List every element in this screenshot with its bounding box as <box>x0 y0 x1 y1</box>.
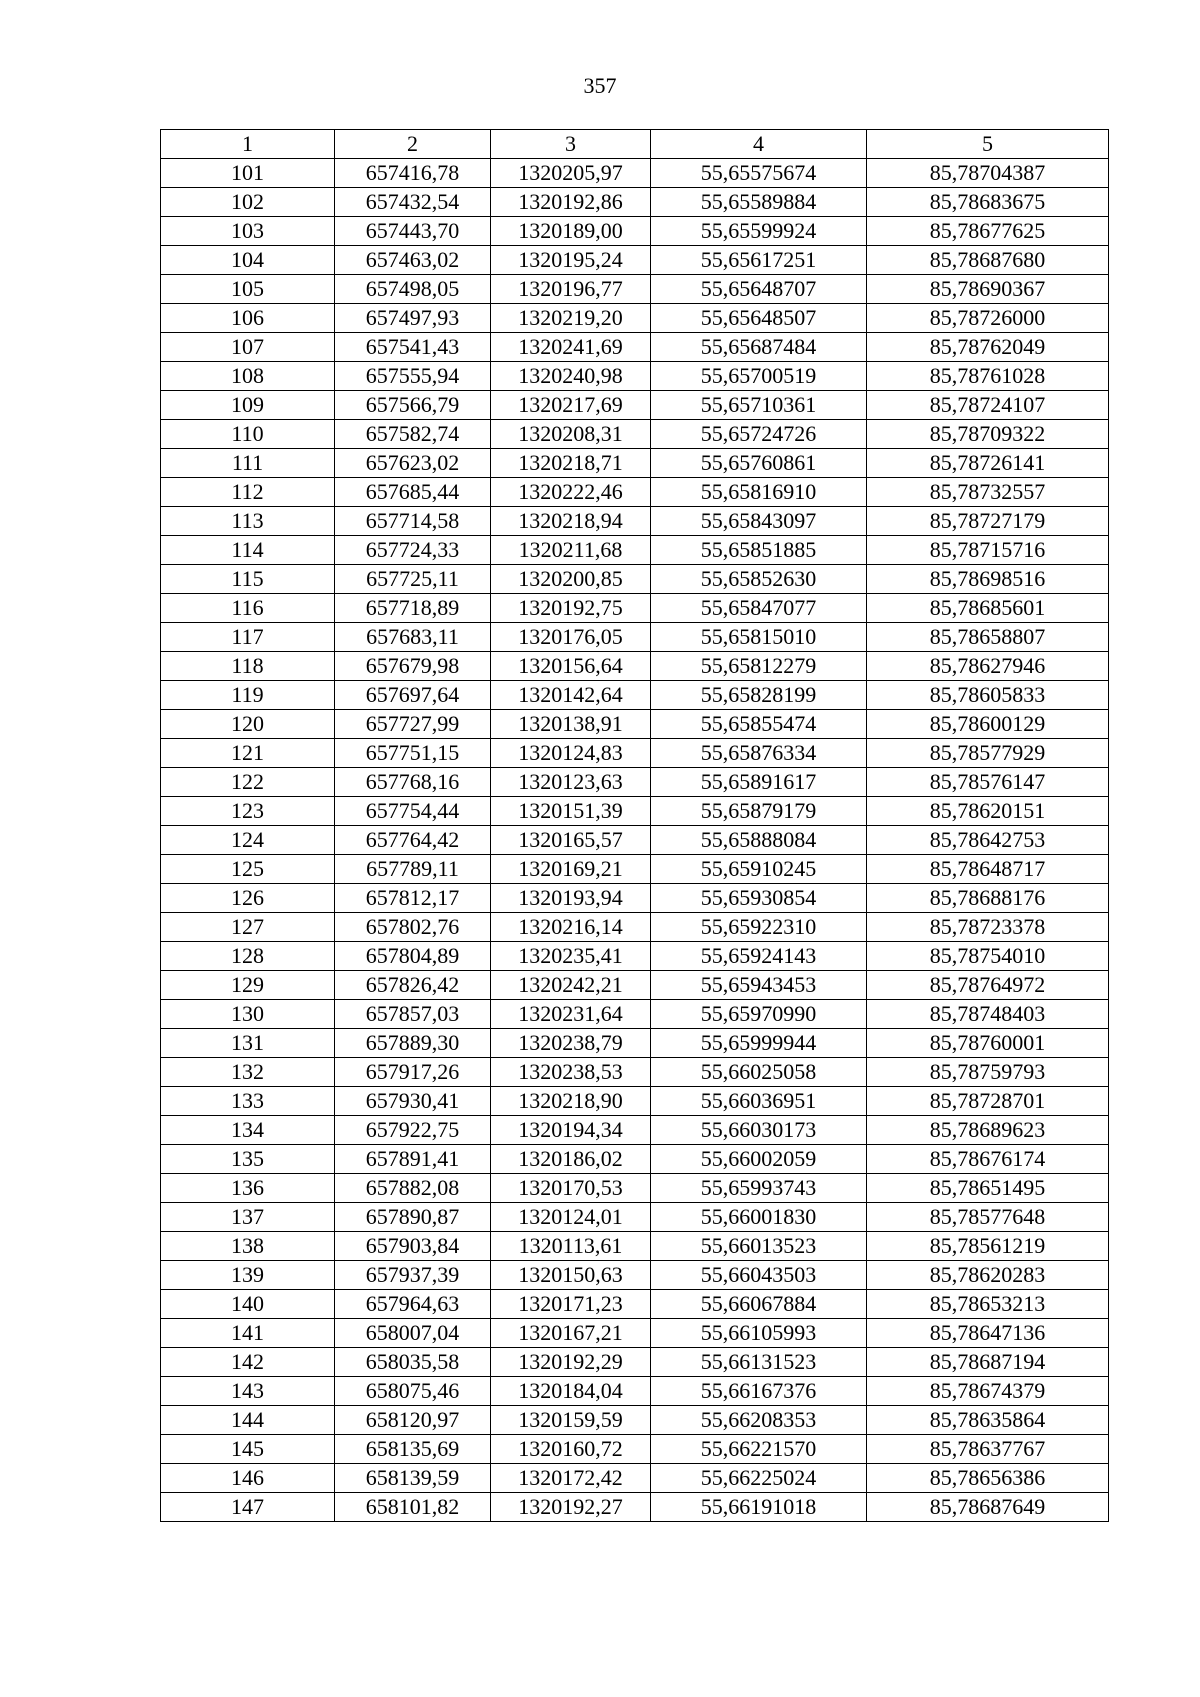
longitude-cell: 85,78726000 <box>867 304 1109 333</box>
latitude-cell: 55,65876334 <box>651 739 867 768</box>
table-row <box>161 681 1109 710</box>
y-coordinate-cell: 1320165,57 <box>491 826 651 855</box>
latitude-cell: 55,65891617 <box>651 768 867 797</box>
latitude-cell: 55,66002059 <box>651 1145 867 1174</box>
x-coordinate-cell: 657964,63 <box>335 1290 491 1319</box>
point-number-cell: 131 <box>161 1029 335 1058</box>
table-row <box>161 1000 1109 1029</box>
y-coordinate-cell: 1320200,85 <box>491 565 651 594</box>
latitude-cell: 55,65710361 <box>651 391 867 420</box>
y-coordinate-cell: 1320171,23 <box>491 1290 651 1319</box>
point-number-cell: 118 <box>161 652 335 681</box>
column-header: 4 <box>651 130 867 159</box>
longitude-cell: 85,78600129 <box>867 710 1109 739</box>
x-coordinate-cell: 657754,44 <box>335 797 491 826</box>
point-number-cell: 113 <box>161 507 335 536</box>
latitude-cell: 55,65852630 <box>651 565 867 594</box>
table-row <box>161 1145 1109 1174</box>
latitude-cell: 55,65851885 <box>651 536 867 565</box>
table-row <box>161 478 1109 507</box>
point-number-cell: 111 <box>161 449 335 478</box>
latitude-cell: 55,65575674 <box>651 159 867 188</box>
table-row <box>161 1319 1109 1348</box>
table-row <box>161 623 1109 652</box>
x-coordinate-cell: 657714,58 <box>335 507 491 536</box>
longitude-cell: 85,78764972 <box>867 971 1109 1000</box>
point-number-cell: 104 <box>161 246 335 275</box>
table-row <box>161 1116 1109 1145</box>
x-coordinate-cell: 658101,82 <box>335 1493 491 1522</box>
longitude-cell: 85,78687680 <box>867 246 1109 275</box>
coordinates-table <box>160 129 1109 1522</box>
table-row <box>161 739 1109 768</box>
y-coordinate-cell: 1320240,98 <box>491 362 651 391</box>
y-coordinate-cell: 1320189,00 <box>491 217 651 246</box>
x-coordinate-cell: 658007,04 <box>335 1319 491 1348</box>
x-coordinate-cell: 657789,11 <box>335 855 491 884</box>
latitude-cell: 55,66221570 <box>651 1435 867 1464</box>
y-coordinate-cell: 1320195,24 <box>491 246 651 275</box>
x-coordinate-cell: 657891,41 <box>335 1145 491 1174</box>
x-coordinate-cell: 657802,76 <box>335 913 491 942</box>
longitude-cell: 85,78677625 <box>867 217 1109 246</box>
y-coordinate-cell: 1320138,91 <box>491 710 651 739</box>
table-row <box>161 1493 1109 1522</box>
x-coordinate-cell: 657764,42 <box>335 826 491 855</box>
table-row <box>161 449 1109 478</box>
latitude-cell: 55,66043503 <box>651 1261 867 1290</box>
x-coordinate-cell: 657727,99 <box>335 710 491 739</box>
longitude-cell: 85,78687194 <box>867 1348 1109 1377</box>
table-row <box>161 797 1109 826</box>
point-number-cell: 108 <box>161 362 335 391</box>
point-number-cell: 106 <box>161 304 335 333</box>
y-coordinate-cell: 1320124,83 <box>491 739 651 768</box>
longitude-cell: 85,78674379 <box>867 1377 1109 1406</box>
table-row <box>161 594 1109 623</box>
latitude-cell: 55,65922310 <box>651 913 867 942</box>
point-number-cell: 107 <box>161 333 335 362</box>
x-coordinate-cell: 657679,98 <box>335 652 491 681</box>
point-number-cell: 114 <box>161 536 335 565</box>
latitude-cell: 55,66225024 <box>651 1464 867 1493</box>
table-row <box>161 1232 1109 1261</box>
point-number-cell: 133 <box>161 1087 335 1116</box>
y-coordinate-cell: 1320231,64 <box>491 1000 651 1029</box>
y-coordinate-cell: 1320235,41 <box>491 942 651 971</box>
longitude-cell: 85,78760001 <box>867 1029 1109 1058</box>
latitude-cell: 55,65828199 <box>651 681 867 710</box>
x-coordinate-cell: 657623,02 <box>335 449 491 478</box>
x-coordinate-cell: 658135,69 <box>335 1435 491 1464</box>
point-number-cell: 142 <box>161 1348 335 1377</box>
x-coordinate-cell: 657541,43 <box>335 333 491 362</box>
x-coordinate-cell: 658139,59 <box>335 1464 491 1493</box>
y-coordinate-cell: 1320218,71 <box>491 449 651 478</box>
table-row <box>161 333 1109 362</box>
table-row <box>161 420 1109 449</box>
point-number-cell: 126 <box>161 884 335 913</box>
table-row <box>161 1464 1109 1493</box>
y-coordinate-cell: 1320211,68 <box>491 536 651 565</box>
table-row <box>161 1261 1109 1290</box>
point-number-cell: 132 <box>161 1058 335 1087</box>
point-number-cell: 110 <box>161 420 335 449</box>
y-coordinate-cell: 1320160,72 <box>491 1435 651 1464</box>
longitude-cell: 85,78683675 <box>867 188 1109 217</box>
x-coordinate-cell: 657812,17 <box>335 884 491 913</box>
point-number-cell: 127 <box>161 913 335 942</box>
y-coordinate-cell: 1320170,53 <box>491 1174 651 1203</box>
table-row <box>161 942 1109 971</box>
y-coordinate-cell: 1320238,79 <box>491 1029 651 1058</box>
latitude-cell: 55,66131523 <box>651 1348 867 1377</box>
longitude-cell: 85,78726141 <box>867 449 1109 478</box>
latitude-cell: 55,65930854 <box>651 884 867 913</box>
latitude-cell: 55,65970990 <box>651 1000 867 1029</box>
table-row <box>161 710 1109 739</box>
y-coordinate-cell: 1320238,53 <box>491 1058 651 1087</box>
x-coordinate-cell: 657725,11 <box>335 565 491 594</box>
point-number-cell: 128 <box>161 942 335 971</box>
longitude-cell: 85,78577929 <box>867 739 1109 768</box>
longitude-cell: 85,78732557 <box>867 478 1109 507</box>
table-row <box>161 971 1109 1000</box>
y-coordinate-cell: 1320242,21 <box>491 971 651 1000</box>
latitude-cell: 55,65847077 <box>651 594 867 623</box>
y-coordinate-cell: 1320172,42 <box>491 1464 651 1493</box>
table-row <box>161 188 1109 217</box>
y-coordinate-cell: 1320208,31 <box>491 420 651 449</box>
point-number-cell: 147 <box>161 1493 335 1522</box>
latitude-cell: 55,66167376 <box>651 1377 867 1406</box>
point-number-cell: 138 <box>161 1232 335 1261</box>
point-number-cell: 125 <box>161 855 335 884</box>
table-row <box>161 855 1109 884</box>
point-number-cell: 137 <box>161 1203 335 1232</box>
point-number-cell: 124 <box>161 826 335 855</box>
longitude-cell: 85,78648717 <box>867 855 1109 884</box>
x-coordinate-cell: 657685,44 <box>335 478 491 507</box>
longitude-cell: 85,78620151 <box>867 797 1109 826</box>
latitude-cell: 55,65724726 <box>651 420 867 449</box>
longitude-cell: 85,78728701 <box>867 1087 1109 1116</box>
point-number-cell: 119 <box>161 681 335 710</box>
x-coordinate-cell: 657890,87 <box>335 1203 491 1232</box>
point-number-cell: 117 <box>161 623 335 652</box>
y-coordinate-cell: 1320192,75 <box>491 594 651 623</box>
point-number-cell: 102 <box>161 188 335 217</box>
latitude-cell: 55,66036951 <box>651 1087 867 1116</box>
latitude-cell: 55,66105993 <box>651 1319 867 1348</box>
longitude-cell: 85,78688176 <box>867 884 1109 913</box>
page-number: 357 <box>583 73 617 98</box>
x-coordinate-cell: 657889,30 <box>335 1029 491 1058</box>
table-row <box>161 1348 1109 1377</box>
y-coordinate-cell: 1320196,77 <box>491 275 651 304</box>
y-coordinate-cell: 1320192,86 <box>491 188 651 217</box>
longitude-cell: 85,78723378 <box>867 913 1109 942</box>
y-coordinate-cell: 1320113,61 <box>491 1232 651 1261</box>
x-coordinate-cell: 657903,84 <box>335 1232 491 1261</box>
latitude-cell: 55,65879179 <box>651 797 867 826</box>
y-coordinate-cell: 1320169,21 <box>491 855 651 884</box>
x-coordinate-cell: 657768,16 <box>335 768 491 797</box>
x-coordinate-cell: 657443,70 <box>335 217 491 246</box>
latitude-cell: 55,65993743 <box>651 1174 867 1203</box>
latitude-cell: 55,66025058 <box>651 1058 867 1087</box>
point-number-cell: 116 <box>161 594 335 623</box>
point-number-cell: 146 <box>161 1464 335 1493</box>
longitude-cell: 85,78687649 <box>867 1493 1109 1522</box>
y-coordinate-cell: 1320192,29 <box>491 1348 651 1377</box>
table-row <box>161 217 1109 246</box>
longitude-cell: 85,78690367 <box>867 275 1109 304</box>
longitude-cell: 85,78724107 <box>867 391 1109 420</box>
point-number-cell: 115 <box>161 565 335 594</box>
x-coordinate-cell: 657697,64 <box>335 681 491 710</box>
longitude-cell: 85,78762049 <box>867 333 1109 362</box>
y-coordinate-cell: 1320151,39 <box>491 797 651 826</box>
y-coordinate-cell: 1320156,64 <box>491 652 651 681</box>
point-number-cell: 134 <box>161 1116 335 1145</box>
longitude-cell: 85,78620283 <box>867 1261 1109 1290</box>
longitude-cell: 85,78561219 <box>867 1232 1109 1261</box>
point-number-cell: 112 <box>161 478 335 507</box>
x-coordinate-cell: 657683,11 <box>335 623 491 652</box>
y-coordinate-cell: 1320176,05 <box>491 623 651 652</box>
column-header: 2 <box>335 130 491 159</box>
point-number-cell: 121 <box>161 739 335 768</box>
latitude-cell: 55,65599924 <box>651 217 867 246</box>
latitude-cell: 55,66067884 <box>651 1290 867 1319</box>
x-coordinate-cell: 657724,33 <box>335 536 491 565</box>
y-coordinate-cell: 1320205,97 <box>491 159 651 188</box>
table-row <box>161 507 1109 536</box>
x-coordinate-cell: 657882,08 <box>335 1174 491 1203</box>
longitude-cell: 85,78689623 <box>867 1116 1109 1145</box>
x-coordinate-cell: 658035,58 <box>335 1348 491 1377</box>
table-row <box>161 826 1109 855</box>
x-coordinate-cell: 657718,89 <box>335 594 491 623</box>
point-number-cell: 105 <box>161 275 335 304</box>
table-row <box>161 1406 1109 1435</box>
table-row <box>161 1203 1109 1232</box>
latitude-cell: 55,66013523 <box>651 1232 867 1261</box>
longitude-cell: 85,78709322 <box>867 420 1109 449</box>
x-coordinate-cell: 657857,03 <box>335 1000 491 1029</box>
table-row <box>161 565 1109 594</box>
longitude-cell: 85,78627946 <box>867 652 1109 681</box>
table-row <box>161 246 1109 275</box>
table-row <box>161 536 1109 565</box>
point-number-cell: 130 <box>161 1000 335 1029</box>
x-coordinate-cell: 657922,75 <box>335 1116 491 1145</box>
table-row <box>161 362 1109 391</box>
latitude-cell: 55,65589884 <box>651 188 867 217</box>
point-number-cell: 122 <box>161 768 335 797</box>
point-number-cell: 123 <box>161 797 335 826</box>
point-number-cell: 141 <box>161 1319 335 1348</box>
table-row <box>161 768 1109 797</box>
point-number-cell: 129 <box>161 971 335 1000</box>
latitude-cell: 55,65700519 <box>651 362 867 391</box>
longitude-cell: 85,78727179 <box>867 507 1109 536</box>
table-row <box>161 275 1109 304</box>
y-coordinate-cell: 1320222,46 <box>491 478 651 507</box>
y-coordinate-cell: 1320218,94 <box>491 507 651 536</box>
latitude-cell: 55,65648707 <box>651 275 867 304</box>
y-coordinate-cell: 1320159,59 <box>491 1406 651 1435</box>
y-coordinate-cell: 1320217,69 <box>491 391 651 420</box>
latitude-cell: 55,66191018 <box>651 1493 867 1522</box>
longitude-cell: 85,78653213 <box>867 1290 1109 1319</box>
table-row <box>161 913 1109 942</box>
longitude-cell: 85,78647136 <box>867 1319 1109 1348</box>
y-coordinate-cell: 1320123,63 <box>491 768 651 797</box>
point-number-cell: 136 <box>161 1174 335 1203</box>
table-row <box>161 884 1109 913</box>
table-row <box>161 1377 1109 1406</box>
point-number-cell: 145 <box>161 1435 335 1464</box>
longitude-cell: 85,78685601 <box>867 594 1109 623</box>
x-coordinate-cell: 657497,93 <box>335 304 491 333</box>
longitude-cell: 85,78577648 <box>867 1203 1109 1232</box>
column-header: 3 <box>491 130 651 159</box>
longitude-cell: 85,78635864 <box>867 1406 1109 1435</box>
y-coordinate-cell: 1320184,04 <box>491 1377 651 1406</box>
latitude-cell: 55,65999944 <box>651 1029 867 1058</box>
x-coordinate-cell: 658075,46 <box>335 1377 491 1406</box>
x-coordinate-cell: 657498,05 <box>335 275 491 304</box>
latitude-cell: 55,65924143 <box>651 942 867 971</box>
longitude-cell: 85,78759793 <box>867 1058 1109 1087</box>
column-header: 5 <box>867 130 1109 159</box>
table-row <box>161 1058 1109 1087</box>
y-coordinate-cell: 1320241,69 <box>491 333 651 362</box>
x-coordinate-cell: 658120,97 <box>335 1406 491 1435</box>
point-number-cell: 120 <box>161 710 335 739</box>
latitude-cell: 55,65910245 <box>651 855 867 884</box>
table-row <box>161 1435 1109 1464</box>
table-row <box>161 1174 1109 1203</box>
longitude-cell: 85,78754010 <box>867 942 1109 971</box>
point-number-cell: 139 <box>161 1261 335 1290</box>
column-header: 1 <box>161 130 335 159</box>
y-coordinate-cell: 1320150,63 <box>491 1261 651 1290</box>
table-row <box>161 1290 1109 1319</box>
longitude-cell: 85,78605833 <box>867 681 1109 710</box>
longitude-cell: 85,78748403 <box>867 1000 1109 1029</box>
point-number-cell: 144 <box>161 1406 335 1435</box>
table-row <box>161 1029 1109 1058</box>
longitude-cell: 85,78637767 <box>867 1435 1109 1464</box>
x-coordinate-cell: 657582,74 <box>335 420 491 449</box>
latitude-cell: 55,65648507 <box>651 304 867 333</box>
x-coordinate-cell: 657826,42 <box>335 971 491 1000</box>
y-coordinate-cell: 1320216,14 <box>491 913 651 942</box>
table-row <box>161 159 1109 188</box>
point-number-cell: 135 <box>161 1145 335 1174</box>
latitude-cell: 55,65888084 <box>651 826 867 855</box>
y-coordinate-cell: 1320219,20 <box>491 304 651 333</box>
point-number-cell: 109 <box>161 391 335 420</box>
y-coordinate-cell: 1320218,90 <box>491 1087 651 1116</box>
longitude-cell: 85,78576147 <box>867 768 1109 797</box>
x-coordinate-cell: 657937,39 <box>335 1261 491 1290</box>
table-header-row <box>161 130 1109 159</box>
x-coordinate-cell: 657566,79 <box>335 391 491 420</box>
latitude-cell: 55,65617251 <box>651 246 867 275</box>
longitude-cell: 85,78715716 <box>867 536 1109 565</box>
latitude-cell: 55,65943453 <box>651 971 867 1000</box>
y-coordinate-cell: 1320124,01 <box>491 1203 651 1232</box>
point-number-cell: 103 <box>161 217 335 246</box>
longitude-cell: 85,78676174 <box>867 1145 1109 1174</box>
table-body <box>161 159 1109 1522</box>
point-number-cell: 101 <box>161 159 335 188</box>
latitude-cell: 55,65843097 <box>651 507 867 536</box>
x-coordinate-cell: 657917,26 <box>335 1058 491 1087</box>
point-number-cell: 143 <box>161 1377 335 1406</box>
longitude-cell: 85,78698516 <box>867 565 1109 594</box>
table-row <box>161 304 1109 333</box>
table-row <box>161 1087 1109 1116</box>
x-coordinate-cell: 657416,78 <box>335 159 491 188</box>
latitude-cell: 55,65687484 <box>651 333 867 362</box>
longitude-cell: 85,78642753 <box>867 826 1109 855</box>
x-coordinate-cell: 657804,89 <box>335 942 491 971</box>
latitude-cell: 55,65855474 <box>651 710 867 739</box>
longitude-cell: 85,78658807 <box>867 623 1109 652</box>
longitude-cell: 85,78651495 <box>867 1174 1109 1203</box>
x-coordinate-cell: 657555,94 <box>335 362 491 391</box>
y-coordinate-cell: 1320192,27 <box>491 1493 651 1522</box>
x-coordinate-cell: 657463,02 <box>335 246 491 275</box>
y-coordinate-cell: 1320194,34 <box>491 1116 651 1145</box>
latitude-cell: 55,65815010 <box>651 623 867 652</box>
point-number-cell: 140 <box>161 1290 335 1319</box>
longitude-cell: 85,78656386 <box>867 1464 1109 1493</box>
longitude-cell: 85,78761028 <box>867 362 1109 391</box>
longitude-cell: 85,78704387 <box>867 159 1109 188</box>
latitude-cell: 55,66208353 <box>651 1406 867 1435</box>
x-coordinate-cell: 657432,54 <box>335 188 491 217</box>
y-coordinate-cell: 1320193,94 <box>491 884 651 913</box>
latitude-cell: 55,66001830 <box>651 1203 867 1232</box>
y-coordinate-cell: 1320167,21 <box>491 1319 651 1348</box>
x-coordinate-cell: 657930,41 <box>335 1087 491 1116</box>
latitude-cell: 55,65812279 <box>651 652 867 681</box>
table-row <box>161 391 1109 420</box>
x-coordinate-cell: 657751,15 <box>335 739 491 768</box>
y-coordinate-cell: 1320186,02 <box>491 1145 651 1174</box>
latitude-cell: 55,66030173 <box>651 1116 867 1145</box>
y-coordinate-cell: 1320142,64 <box>491 681 651 710</box>
latitude-cell: 55,65760861 <box>651 449 867 478</box>
table-row <box>161 652 1109 681</box>
latitude-cell: 55,65816910 <box>651 478 867 507</box>
